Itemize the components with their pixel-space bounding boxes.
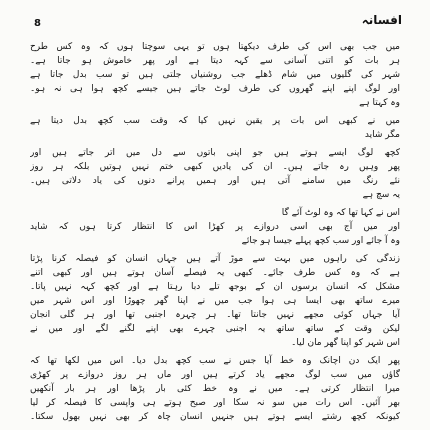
text-line: آیا جہاں کوئی مجھے نہیں جانتا تھا۔ ہر چہرہ اجنبی تھا اور ہر گلی انجان bbox=[30, 310, 400, 320]
paragraph bbox=[30, 114, 400, 142]
text-line: میرے ساتھ بھی ایسا ہی ہوا جب میں نے اپنا گھر چھوڑا اور اس شہر میں bbox=[30, 296, 400, 306]
text-line: ہے کہ وہ کس طرف جائے۔ کبھی یہ فیصلے آسان ہوتے ہیں اور کبھی اتنے bbox=[30, 268, 400, 278]
text-line-end: وہ کہتا ہے bbox=[359, 98, 400, 108]
paragraph bbox=[30, 146, 400, 202]
paragraph bbox=[30, 206, 400, 220]
text-line-end: اس شہر کو اپنا گھر مان لیا۔ bbox=[291, 338, 400, 348]
text-line: گاؤں میں سب لوگ مجھے یاد کرتے ہیں اور ماں ہر روز دروازے پر کھڑی bbox=[30, 370, 400, 380]
text-line: شہر کی گلیوں میں شام ڈھلے جب روشنیاں جلتی ہیں تو سب بدل جاتا ہے bbox=[30, 70, 400, 80]
text-line-end: مگر شاید bbox=[364, 130, 400, 140]
text-line: مشکل کہ انسان برسوں ان کے بوجھ تلے دبا رہتا ہے اور کچھ کہہ نہیں پاتا۔ bbox=[30, 282, 400, 292]
text-line: کیونکہ کچھ رشتے ایسے ہوتے ہیں جنہیں انسان چاہ کر بھی نہیں بھول سکتا۔ bbox=[30, 412, 400, 422]
text-line-end: وہ آ جائے اور سب کچھ پہلے جیسا ہو جائے bbox=[241, 236, 400, 246]
page-header bbox=[30, 10, 402, 32]
paragraph bbox=[30, 354, 400, 424]
text-line: اور میں آج بھی اسی دروازے پر کھڑا اس کا انتظار کرتا ہوں کہ شاید bbox=[30, 222, 400, 232]
page-number: 8 bbox=[34, 18, 41, 29]
text-line: میں نے کبھی اس بات پر یقین نہیں کیا کہ وقت سب کچھ بدل دیتا ہے bbox=[30, 116, 400, 126]
text-line-end: یہ سچ ہے bbox=[362, 190, 400, 200]
paragraph bbox=[30, 40, 400, 110]
page-body bbox=[30, 40, 400, 422]
text-line: ہر بات کو اتنی آسانی سے کہہ دیتا ہے اور پھر خاموش ہو جاتا ہے۔ bbox=[30, 56, 400, 66]
text-line: کچھ لوگ ایسے ہوتے ہیں جو اپنی باتوں سے دل میں اتر جاتے ہیں اور bbox=[30, 148, 400, 158]
text-line: لیکن وقت کے ساتھ ساتھ یہ اجنبی چہرے بھی اپنے لگنے لگے اور میں نے bbox=[30, 324, 400, 334]
text-line: پھر ایک دن اچانک وہ خط آیا جس نے سب کچھ بدل دیا۔ اس میں لکھا تھا کہ bbox=[30, 356, 400, 366]
text-line: اور لوگ اپنے اپنے گھروں کی طرف لوٹ جاتے ہیں جیسے کچھ ہوا ہی نہ ہو۔ bbox=[30, 84, 400, 94]
text-line: پھر وہیں رہ جاتے ہیں۔ ان کی یادیں کبھی ختم نہیں ہوتیں بلکہ ہر روز bbox=[30, 162, 400, 172]
text-line: میں جب بھی اس کی طرف دیکھتا ہوں تو یہی سوچتا ہوں کہ وہ کس طرح bbox=[30, 42, 400, 52]
text-line: میرا انتظار کرتی ہے۔ میں نے وہ خط کئی بار پڑھا اور ہر بار آنکھیں bbox=[30, 384, 400, 394]
running-head: افسانہ bbox=[361, 13, 402, 27]
text-line: زندگی کی راہوں میں بہت سے موڑ آتے ہیں جہاں انسان کو فیصلہ کرنا پڑتا bbox=[30, 254, 400, 264]
text-line: اس نے کہا تھا کہ وہ لوٹ آئے گا bbox=[281, 208, 400, 218]
text-line: بھر آئیں۔ اس رات میں سو نہ سکا اور صبح ہوتے ہی واپسی کا فیصلہ کر لیا bbox=[30, 398, 400, 408]
text-line: نئے رنگ میں سامنے آتی ہیں اور ہمیں پرانے دنوں کی یاد دلاتی ہیں۔ bbox=[30, 176, 400, 186]
paragraph bbox=[30, 252, 400, 350]
paragraph bbox=[30, 220, 400, 248]
